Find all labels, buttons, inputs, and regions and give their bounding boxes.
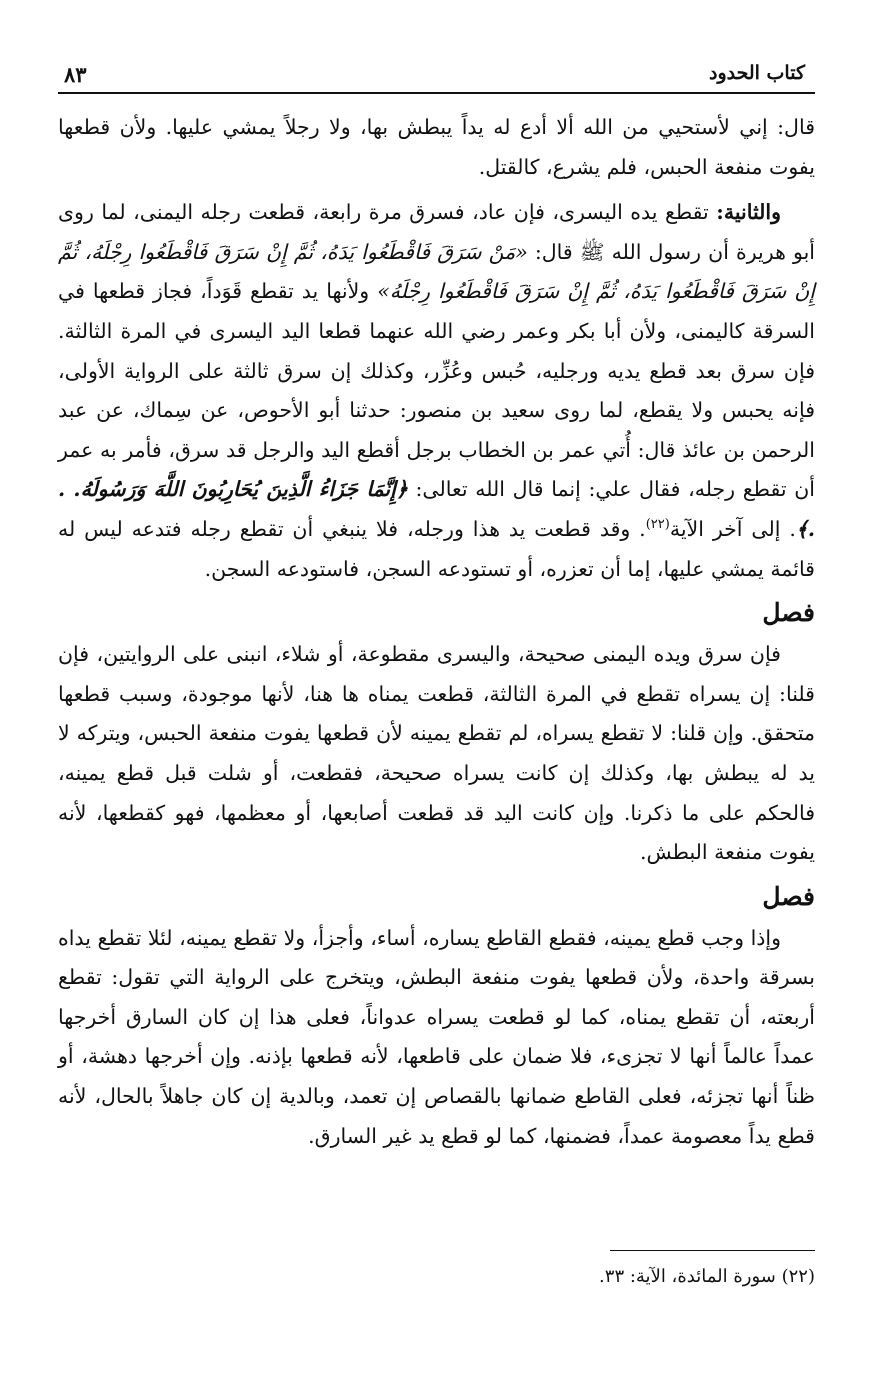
paragraph-2 xyxy=(58,193,815,589)
running-title: كتاب الحدود xyxy=(708,62,805,84)
footnote-text: سورة المائدة، الآية: ٣٣. xyxy=(599,1266,776,1287)
paragraph-text: تقطع يده اليسرى، فإن عاد، فسرق مرة رابعة، قطعت رجله اليمنى، لما روى أبو هريرة أن رسول الله ﷺ قال: xyxy=(58,200,815,264)
header-rule xyxy=(58,92,815,94)
footnote-reference[interactable]: (٢٢) xyxy=(645,517,670,533)
footnote xyxy=(58,1262,815,1292)
paragraph-text: . وقد قطعت يد هذا ورجله، فلا ينبغي أن تقطع رجله فتدعه ليس له قائمة يمشي عليها، إما أن تعزره، أو تستودعه السجن، فاستودعه السجن. xyxy=(58,516,815,581)
section-heading: فصل xyxy=(762,598,815,628)
page-header xyxy=(58,52,815,92)
paragraph-text: . إلى آخر الآية xyxy=(669,516,796,541)
section-paragraph: وإذا وجب قطع يمينه، فقطع القاطع يساره، أساء، وأجزأ، ولا تقطع يمينه، لئلا تقطع يداه بسرقة واحدة، ولأن قطعها يفوت منفعة البطش، ويتخرج على الرواية التي تقول: تقطع أربعته، أن تقطع يمناه، كما لو قطعت يسراه عدواناً، فعلى هذا إن كان السارق أخرجها عمداً عالماً أنها لا تجزىء، فلا ضمان على قاطعها، لأنه قطعها بإذنه. وإن أخرجها دهشة، أو ظناً أنها تجزئه، فعلى القاطع ضمانها بالقصاص إن تعمد، وبالدية إن كان جاهلاً بالحال، لأنه قطع يداً معصومة عمداً، فضمنها، كما لو قطع يد غير السارق. xyxy=(58,925,815,1148)
footnote-rule xyxy=(610,1250,815,1251)
footnote-number: (٢٢) xyxy=(781,1266,815,1287)
section-heading: فصل xyxy=(762,881,815,911)
hadith-quote: «مَنْ سَرَقَ فَاقْطَعُوا يَدَهُ، ثُمَّ إِنْ سَرَقَ فَاقْطَعُوا رِجْلَهُ، ثُمَّ إِنْ سَرَقَ فَاقْطَعُوا يَدَهُ، ثُمَّ إِنْ سَرَقَ فَاقْطَعُوا رِجْلَهُ» xyxy=(58,239,816,304)
quran-quote: ﴿إِنَّمَا جَزَاءُ الَّذِينَ يُحَارِبُونَ اللَّهَ وَرَسُولَهُ. . .﴾ xyxy=(58,477,815,541)
section-paragraph: فإن سرق ويده اليمنى صحيحة، واليسرى مقطوعة، أو شلاء، انبنى على الروايتين، فإن قلنا: إن يسراه تقطع في المرة الثالثة، قطعت يمناه ها هنا، لأنها موجودة، وسبب قطعها متحقق. وإن قلنا: لا تقطع يسراه، لم تقطع يمينه لأن قطعها يفوت منفعة الحبس، ويتركه لا يد له يبطش بها، وكذلك إن كانت يسراه صحيحة، فقطعت، أو شلت قبل قطع يمينه، فالحكم على ما ذكرنا. وإن كانت اليد قد قطعت أصابعها، أو معظمها، فهو كقطعها، لأنه يفوت منفعة البطش. xyxy=(58,642,815,865)
paragraph-lead: والثانية: xyxy=(716,200,781,225)
book-page xyxy=(58,52,815,1386)
paragraph-1: قال: إني لأستحيي من الله ألا أدع له يداً يبطش بها، ولا رجلاً يمشي عليها. ولأن قطعها يفوت منفعة الحبس، فلم يشرع، كالقتل. xyxy=(58,115,815,179)
page-number: ٨٣ xyxy=(64,62,87,87)
paragraph-text: ولأنها يد تقطع قَوَداً، فجاز قطعها في السرقة كاليمنى، ولأن أبا بكر وعمر رضي الله عنهما قطعا اليد اليسرى في المرة الثالثة. فإن سرق بعد قطع يديه ورجليه، حُبس وعُزِّر، وكذلك إن سرق ثالثة على الرواية الأولى، فإنه يحبس ولا يقطع، لما روى سعيد بن منصور: حدثنا أبو الأحوص، عن سِماك، عن عبد الرحمن بن عائذ قال: أُتي عمر بن الخطاب برجل أقطع اليد والرجل قد سرق، فأمر به عمر أن تقطع رجله، فقال علي: إنما قال الله تعالى: xyxy=(58,279,815,502)
page-body xyxy=(58,108,815,1156)
